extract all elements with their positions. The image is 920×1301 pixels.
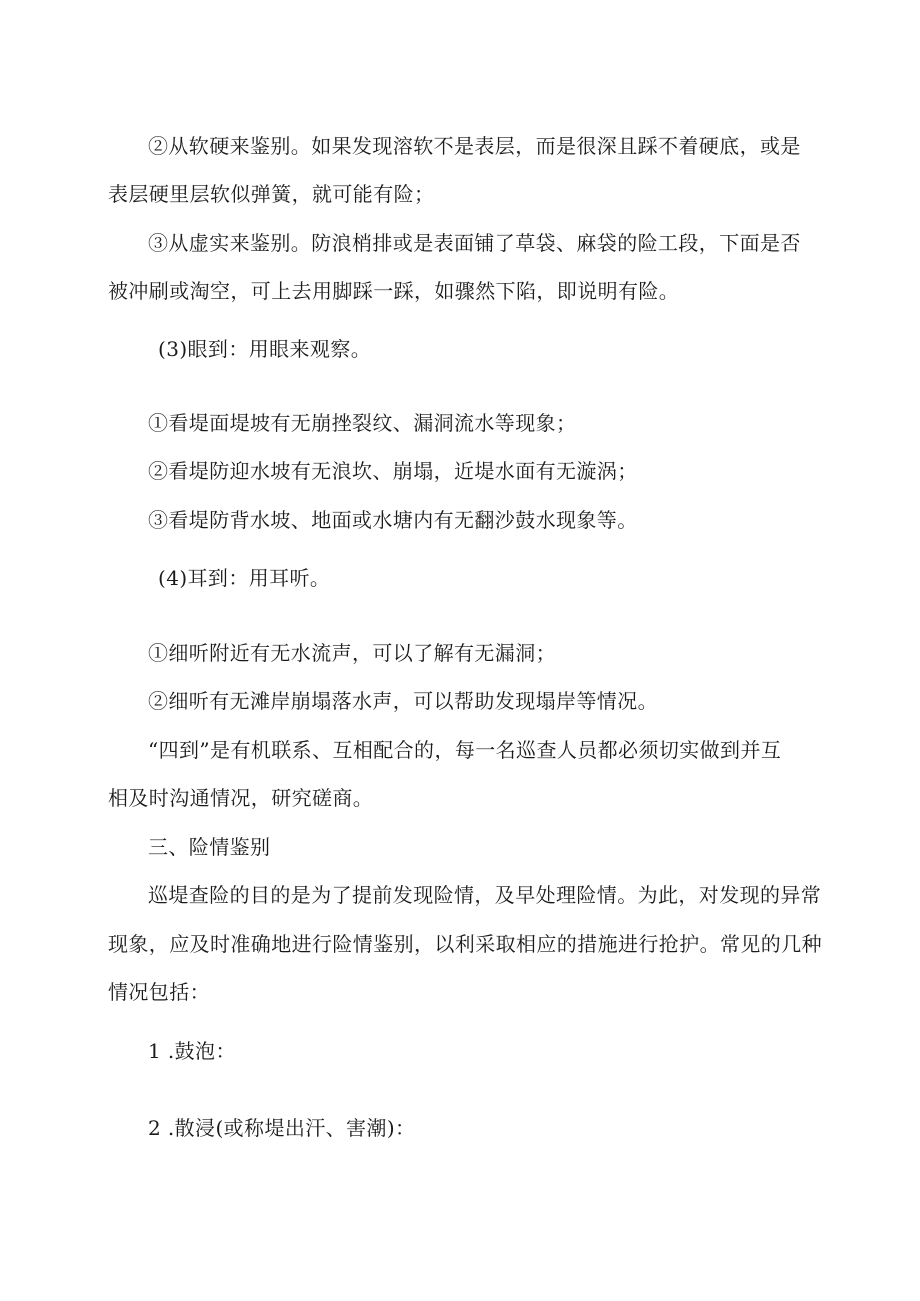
paragraph-line: “四到”是有机联系、互相配合的，每一名巡查人员都必须切实做到并互 — [148, 738, 782, 762]
list-item: ③看堤防背水坡、地面或水塘内有无翻沙鼓水现象等。 — [148, 508, 638, 532]
paragraph-line: 现象，应及时准确地进行险情鉴别，以利采取相应的措施进行抢护。常见的几种 — [108, 932, 822, 956]
numbered-item: 2 .散浸(或称堤出汗、害潮)： — [148, 1116, 416, 1140]
paragraph-line: 巡堤查险的目的是为了提前发现险情，及早处理险情。为此，对发现的异常 — [148, 883, 822, 907]
list-item: ②看堤防迎水坡有无浪坎、崩塌，近堤水面有无漩涡； — [148, 459, 638, 483]
paragraph-line: ③从虚实来鉴别。防浪梢排或是表面铺了草袋、麻袋的险工段，下面是否 — [148, 231, 801, 255]
paragraph-line: 表层硬里层软似弹簧，就可能有险； — [108, 182, 435, 206]
list-item: ①细听附近有无水流声，可以了解有无漏洞； — [148, 641, 556, 665]
section-heading: 三、险情鉴别 — [148, 835, 271, 859]
section-heading: (4)耳到：用耳听。 — [158, 566, 331, 590]
paragraph-line: ②从软硬来鉴别。如果发现溶软不是表层，而是很深且踩不着硬底，或是 — [148, 134, 801, 158]
numbered-item: 1 .鼓泡： — [148, 1039, 236, 1063]
paragraph-line: 被冲刷或淘空，可上去用脚踩一踩，如骤然下陷，即说明有险。 — [108, 279, 680, 303]
paragraph-line: 情况包括： — [108, 980, 210, 1004]
paragraph-line: 相及时沟通情况，研究磋商。 — [108, 786, 374, 810]
section-heading: (3)眼到：用眼来观察。 — [158, 337, 372, 361]
list-item: ②细听有无滩岸崩塌落水声，可以帮助发现塌岸等情况。 — [148, 689, 658, 713]
list-item: ①看堤面堤坡有无崩挫裂纹、漏洞流水等现象； — [148, 411, 577, 435]
